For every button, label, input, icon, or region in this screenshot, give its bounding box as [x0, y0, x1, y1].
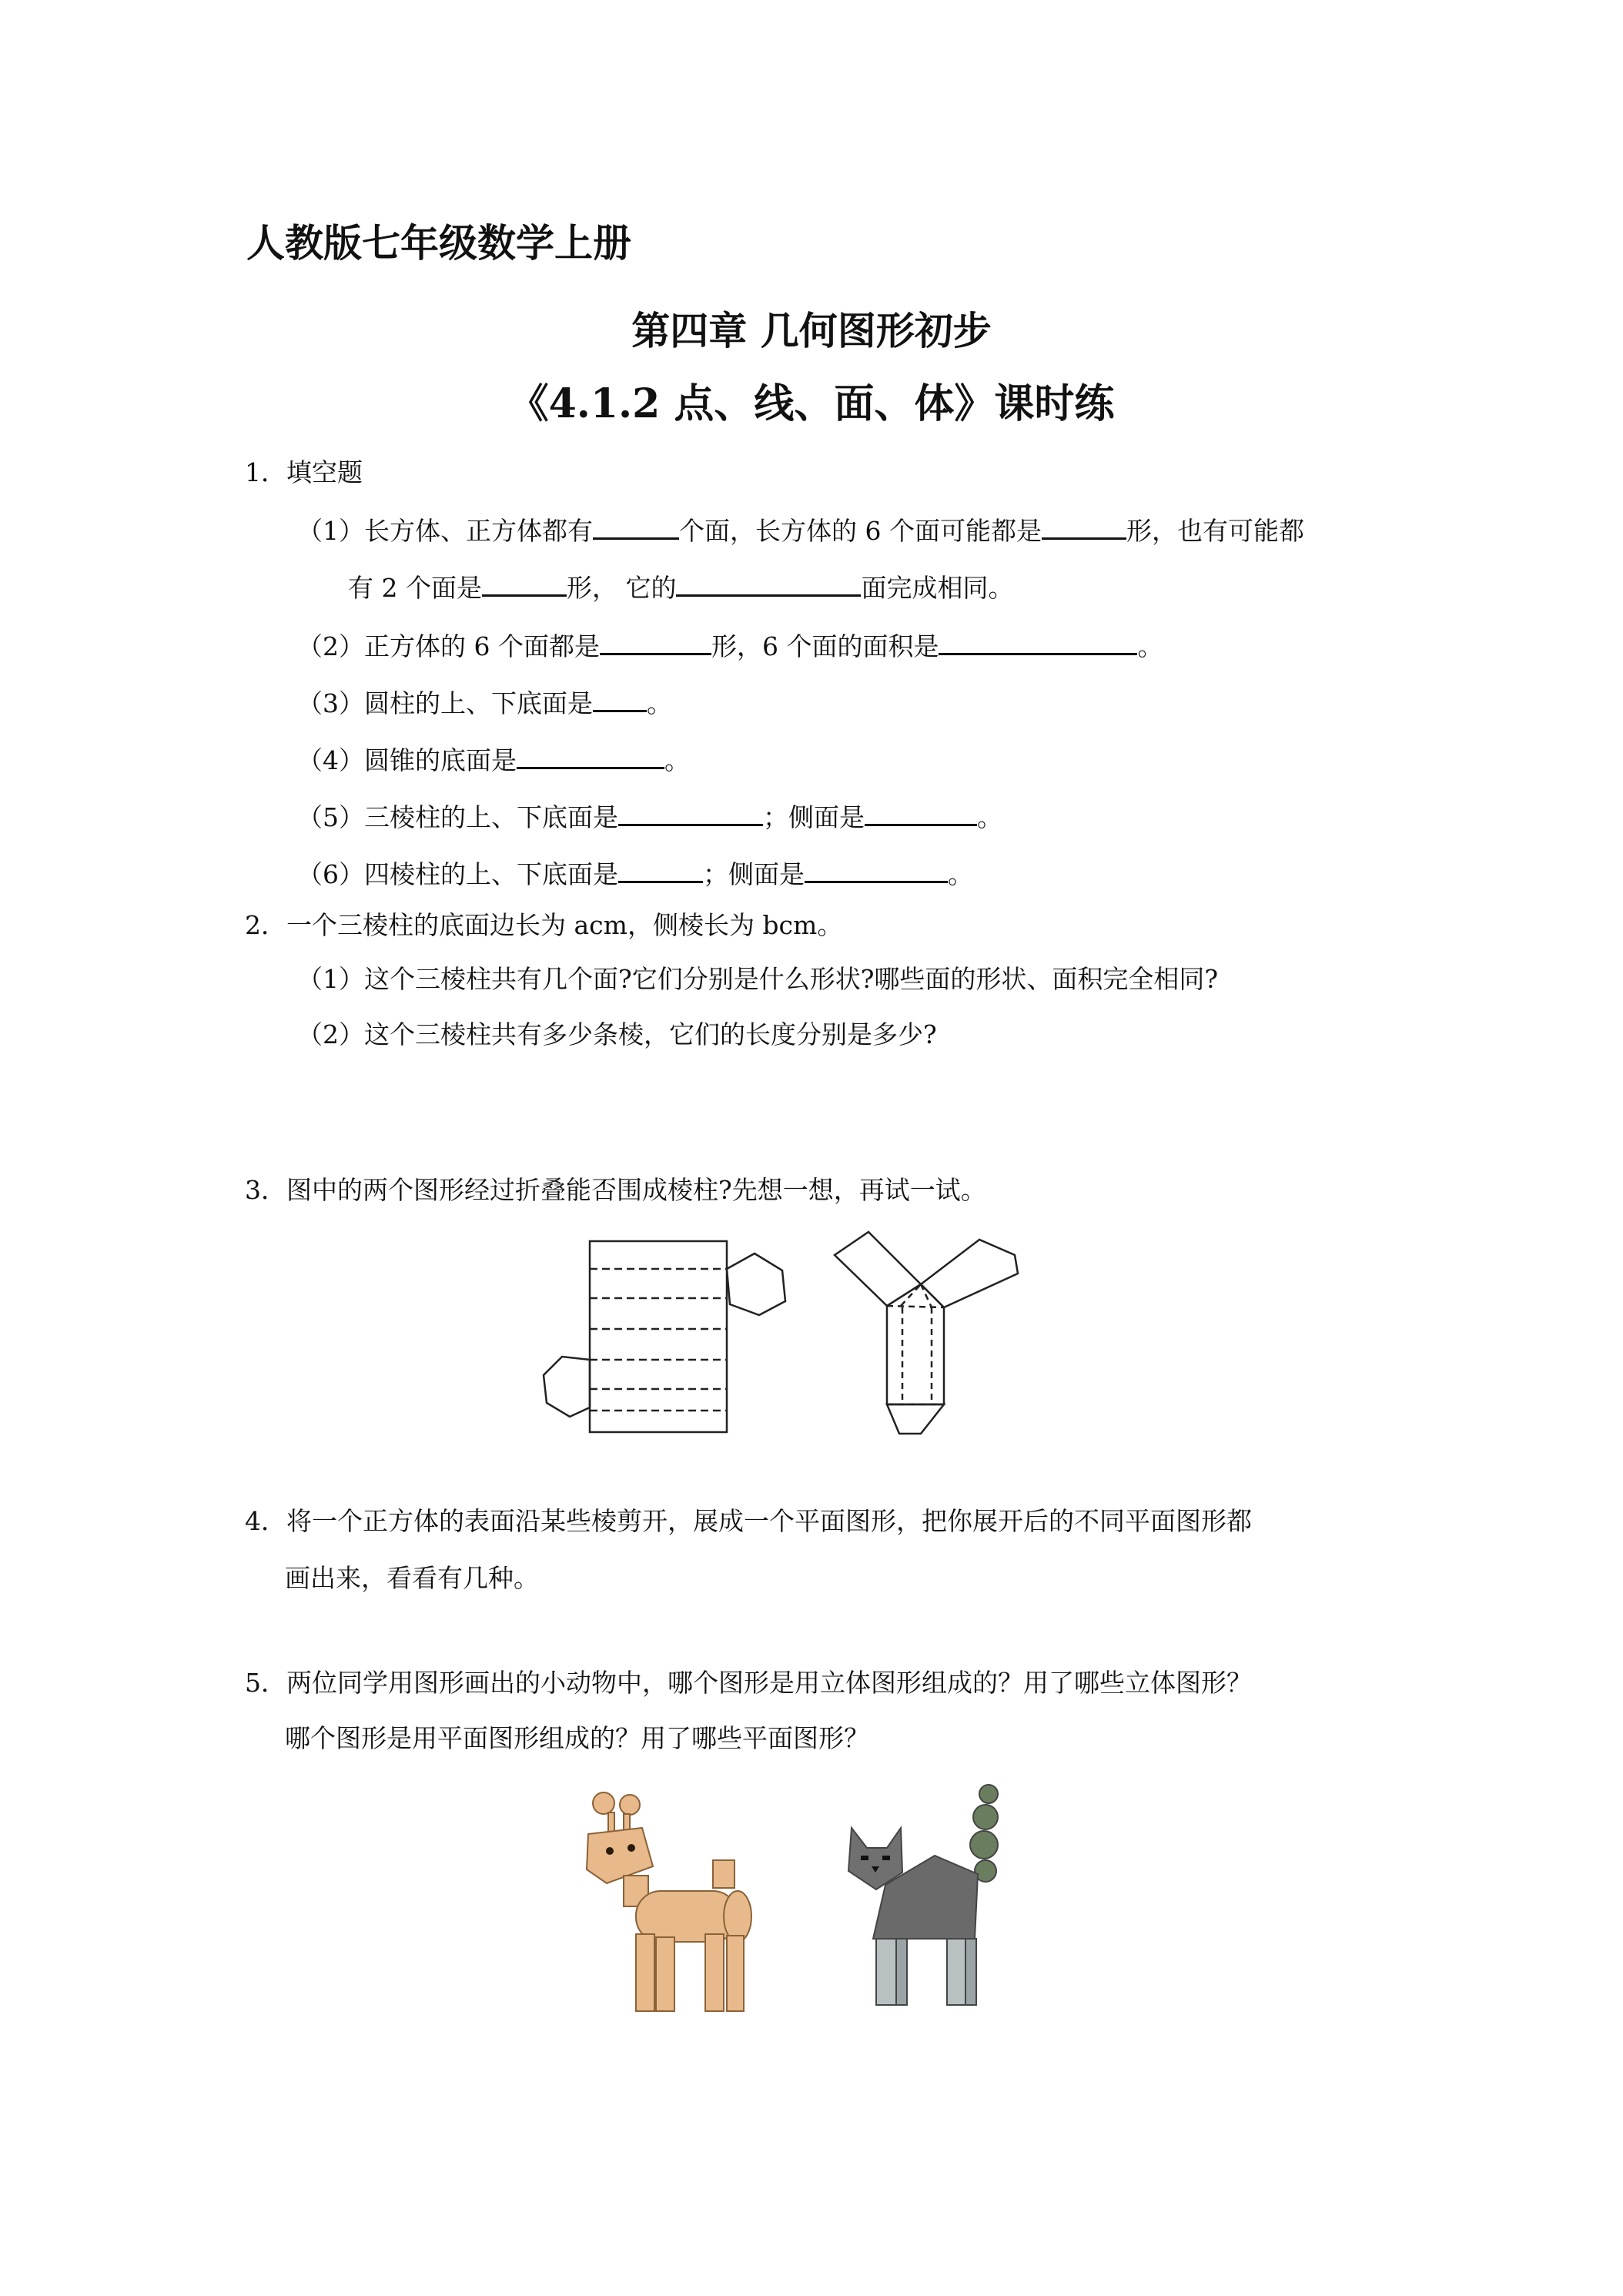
- text-segment: （2）正方体的 6 个面都是: [297, 631, 600, 661]
- question-number: 1．: [245, 457, 286, 487]
- fold-lines: [590, 1269, 727, 1411]
- question-text: 两位同学用图形画出的小动物中，哪个图形是用立体图形组成的？用了哪些立体图形？: [286, 1668, 1252, 1698]
- q1-item-6: [297, 858, 973, 890]
- deer-eye: [627, 1844, 635, 1852]
- fold-lines: [887, 1284, 944, 1404]
- cat-leg: [876, 1939, 896, 2005]
- question-number: 2．: [245, 910, 286, 940]
- answer-blank[interactable]: [618, 858, 703, 883]
- question-2-sub-1: （1）这个三棱柱共有几个面?它们分别是什么形状?哪些面的形状、面积完全相同?: [297, 964, 1219, 994]
- text-segment: 。: [948, 859, 973, 889]
- chapter-title: 第四章 几何图形初步: [631, 308, 992, 353]
- question-text: 图中的两个图形经过折叠能否围成棱柱?先想一想，再试一试。: [286, 1175, 986, 1205]
- antler-ball: [620, 1795, 640, 1815]
- question-1-heading: [245, 457, 363, 488]
- tail-ball: [979, 1785, 998, 1803]
- body-end-face: [724, 1891, 751, 1942]
- back-leg: [705, 1934, 724, 2011]
- text-segment: （4）圆锥的底面是: [297, 745, 517, 775]
- text-segment: 。: [977, 802, 1002, 832]
- question-4-line-2: 画出来，看看有几种。: [285, 1563, 539, 1593]
- deer-made-of-solid-shapes: [576, 1783, 768, 2014]
- q1-item-1-cont: [348, 571, 1013, 604]
- answer-blank[interactable]: [618, 801, 763, 826]
- answer-blank[interactable]: [939, 630, 1137, 655]
- cat-made-of-plane-shapes: [842, 1774, 1027, 2013]
- back-leg: [727, 1936, 744, 2011]
- question-2: [245, 910, 842, 941]
- text-segment: 有 2 个面是: [348, 573, 482, 603]
- bottom-triangle-face: [887, 1404, 944, 1434]
- q1-item-3: [297, 687, 672, 719]
- question-5-line-2: 哪个图形是用平面图形组成的？用了哪些平面图形？: [285, 1723, 869, 1753]
- q1-item-1: [297, 514, 1304, 547]
- text-segment: 个面，长方体的 6 个面可能都是: [679, 516, 1042, 546]
- text-segment: （1）长方体、正方体都有: [297, 516, 593, 546]
- front-leg: [636, 1934, 654, 2011]
- deer-eye: [606, 1847, 614, 1855]
- triangular-prism-net-figure: [825, 1220, 1033, 1435]
- answer-blank[interactable]: [482, 571, 567, 597]
- question-text: 一个三棱柱的底面边长为 acm，侧棱长为 bcm。: [286, 910, 843, 940]
- answer-blank[interactable]: [593, 687, 647, 712]
- question-2-sub-2: （2）这个三棱柱共有多少条棱，它们的长度分别是多少?: [297, 1019, 937, 1049]
- cat-leg: [965, 1939, 976, 2005]
- answer-blank[interactable]: [805, 858, 948, 883]
- text-segment: 形，6 个面的面积是: [711, 631, 939, 661]
- book-title: 人教版七年级数学上册: [246, 220, 631, 266]
- q1-item-4: [297, 744, 690, 776]
- cat-eye: [861, 1856, 868, 1860]
- question-text: 将一个正方体的表面沿某些棱剪开，展成一个平面图形，把你展开后的不同平面图形都: [286, 1506, 1252, 1536]
- hexagonal-prism-net-figure: [531, 1224, 793, 1440]
- lesson-title: 《4.1.2 点、线、面、体》课时练: [508, 380, 1115, 427]
- text-segment: 。: [647, 688, 672, 718]
- answer-blank[interactable]: [1042, 514, 1126, 540]
- q1-item-2: [297, 630, 1163, 662]
- front-leg: [656, 1937, 674, 2011]
- answer-blank[interactable]: [517, 744, 664, 769]
- hexagon-base-top: [727, 1253, 785, 1315]
- question-number: 3．: [245, 1175, 286, 1205]
- antler-stick: [608, 1812, 614, 1832]
- answer-blank[interactable]: [865, 801, 977, 826]
- text-segment: （6）四棱柱的上、下底面是: [297, 859, 618, 889]
- question-5-line-1: [245, 1668, 1252, 1699]
- text-segment: 面完成相同。: [861, 573, 1014, 603]
- deer-tail-cube: [713, 1860, 735, 1888]
- answer-blank[interactable]: [676, 571, 861, 597]
- cat-leg: [896, 1939, 907, 2005]
- question-4-line-1: [245, 1506, 1252, 1537]
- tail-ball: [970, 1831, 998, 1859]
- question-number: 5．: [245, 1668, 286, 1698]
- text-segment: ；侧面是: [763, 802, 865, 832]
- cat-leg: [947, 1939, 965, 2005]
- cat-eye: [882, 1856, 890, 1860]
- answer-blank[interactable]: [593, 514, 679, 540]
- text-segment: （3）圆柱的上、下底面是: [297, 688, 593, 718]
- right-arm-face: [921, 1240, 1018, 1307]
- text-segment: ；侧面是: [703, 859, 805, 889]
- question-3: [245, 1175, 986, 1206]
- antler-ball: [593, 1792, 614, 1814]
- question-number: 4．: [245, 1506, 286, 1536]
- text-segment: 形， 它的: [566, 573, 677, 603]
- hexagon-base-bottom: [544, 1357, 590, 1417]
- text-segment: （5）三棱柱的上、下底面是: [297, 802, 618, 832]
- stem-face: [887, 1284, 944, 1404]
- answer-blank[interactable]: [600, 630, 711, 655]
- text-segment: 形，也有可能都: [1126, 516, 1304, 546]
- text-segment: 。: [664, 745, 690, 775]
- tail-ball: [973, 1805, 998, 1829]
- q1-item-5: [297, 801, 1002, 833]
- left-arm-face: [835, 1232, 921, 1306]
- question-title: 填空题: [286, 457, 363, 487]
- text-segment: 。: [1137, 631, 1163, 661]
